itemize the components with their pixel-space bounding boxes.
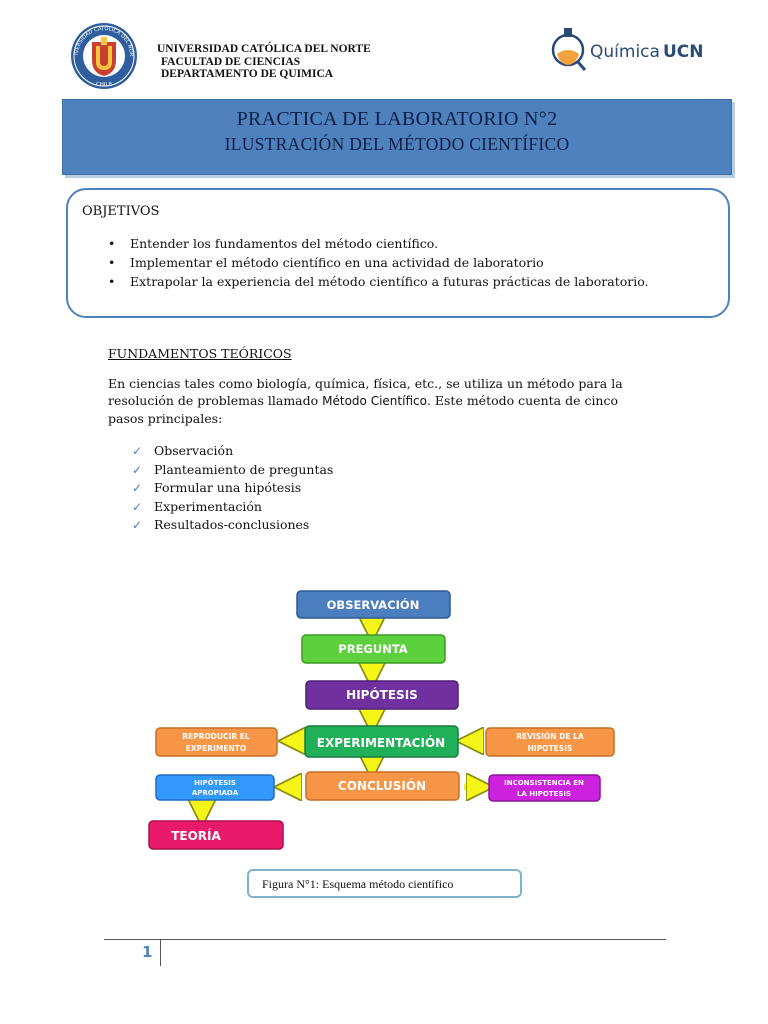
method-steps-list bbox=[132, 442, 333, 535]
node-label: CONCLUSIÓN bbox=[337, 779, 427, 793]
footer-divider bbox=[104, 939, 666, 940]
node-pregunta bbox=[302, 635, 445, 663]
university-seal-logo bbox=[70, 20, 138, 92]
faculty-name: FACULTAD DE CIENCIAS bbox=[161, 55, 301, 68]
step-item: ✓ Experimentación bbox=[132, 498, 333, 517]
node-revision bbox=[486, 728, 614, 756]
node-apropiada bbox=[156, 775, 274, 800]
node-label: EXPERIMENTACIÓN bbox=[316, 736, 446, 750]
practice-title: PRACTICA DE LABORATORIO N°2 bbox=[236, 108, 558, 130]
node-label: HIPÓTESIS bbox=[346, 688, 418, 702]
scientific-method-diagram bbox=[140, 585, 630, 855]
node-conclusion bbox=[306, 772, 459, 800]
department-name: DEPARTAMENTO DE QUIMICA bbox=[161, 68, 334, 80]
node-label: OBSERVACIÓN bbox=[326, 598, 420, 612]
objective-item: • Extrapolar la experiencia del método científico a futuras prácticas de laboratorio. bbox=[108, 272, 649, 291]
node-label-line2: EXPERIMENTO bbox=[185, 744, 247, 753]
quimica-ucn-logo bbox=[548, 24, 708, 76]
node-label: TEORÍA bbox=[171, 829, 221, 843]
node-reproducir bbox=[156, 728, 277, 756]
node-label-line2: LA HIPOTESIS bbox=[516, 790, 572, 798]
logo-text-suffix: UCN bbox=[663, 42, 704, 62]
objectives-list bbox=[108, 234, 649, 291]
objectives-heading: OBJETIVOS bbox=[82, 204, 160, 219]
node-label-line1: REPRODUCIR EL bbox=[182, 732, 250, 741]
seal-country: CHILE bbox=[95, 82, 113, 88]
objective-item: • Entender los fundamentos del método científico. bbox=[108, 234, 649, 253]
practice-subtitle: ILUSTRACIÓN DEL MÉTODO CIENTÍFICO bbox=[224, 134, 570, 154]
theory-text: En ciencias tales como biología, química, física, etc., se utiliza un método para la resolución de problemas llamado bbox=[108, 376, 623, 408]
node-inconsistencia bbox=[489, 775, 600, 801]
node-label-line2: HIPOTESIS bbox=[527, 744, 573, 753]
logo-text-prefix: Química bbox=[590, 42, 660, 62]
node-label: PREGUNTA bbox=[338, 642, 408, 656]
node-label-line1: REVISIÓN DE LA bbox=[516, 732, 584, 741]
node-label-line2: APROPIADA bbox=[191, 789, 239, 797]
node-experimentacion bbox=[305, 726, 458, 757]
step-item: ✓ Resultados-conclusiones bbox=[132, 516, 333, 535]
node-teoria bbox=[149, 821, 283, 849]
university-name: UNIVERSIDAD CATÓLICA DEL NORTE bbox=[157, 43, 371, 55]
step-item: ✓ Formular una hipótesis bbox=[132, 479, 333, 498]
institution-header bbox=[157, 43, 371, 81]
title-banner bbox=[62, 99, 732, 175]
theory-text-end: . Este método cuenta de cinco pasos principales: bbox=[108, 393, 619, 426]
figure-caption: Figura N°1: Esquema método científico bbox=[247, 869, 522, 898]
step-item: ✓ Observación bbox=[132, 442, 333, 461]
theory-paragraph bbox=[108, 375, 648, 427]
node-hipotesis bbox=[306, 681, 458, 709]
step-item: ✓ Planteamiento de preguntas bbox=[132, 461, 333, 480]
theory-emphasis: Método Científico bbox=[322, 394, 427, 408]
objective-item: • Implementar el método científico en una actividad de laboratorio bbox=[108, 253, 649, 272]
footer-vertical-divider bbox=[160, 939, 161, 966]
theory-heading: FUNDAMENTOS TEÓRICOS bbox=[108, 346, 292, 361]
page-number: 1 bbox=[142, 943, 153, 961]
node-observacion bbox=[297, 591, 450, 618]
node-label-line1: INCONSISTENCIA EN bbox=[504, 779, 584, 787]
node-label-line1: HIPÓTESIS bbox=[194, 779, 236, 787]
seal-text: IVERSIDAD CATÓLICA DEL NOR bbox=[74, 25, 135, 57]
